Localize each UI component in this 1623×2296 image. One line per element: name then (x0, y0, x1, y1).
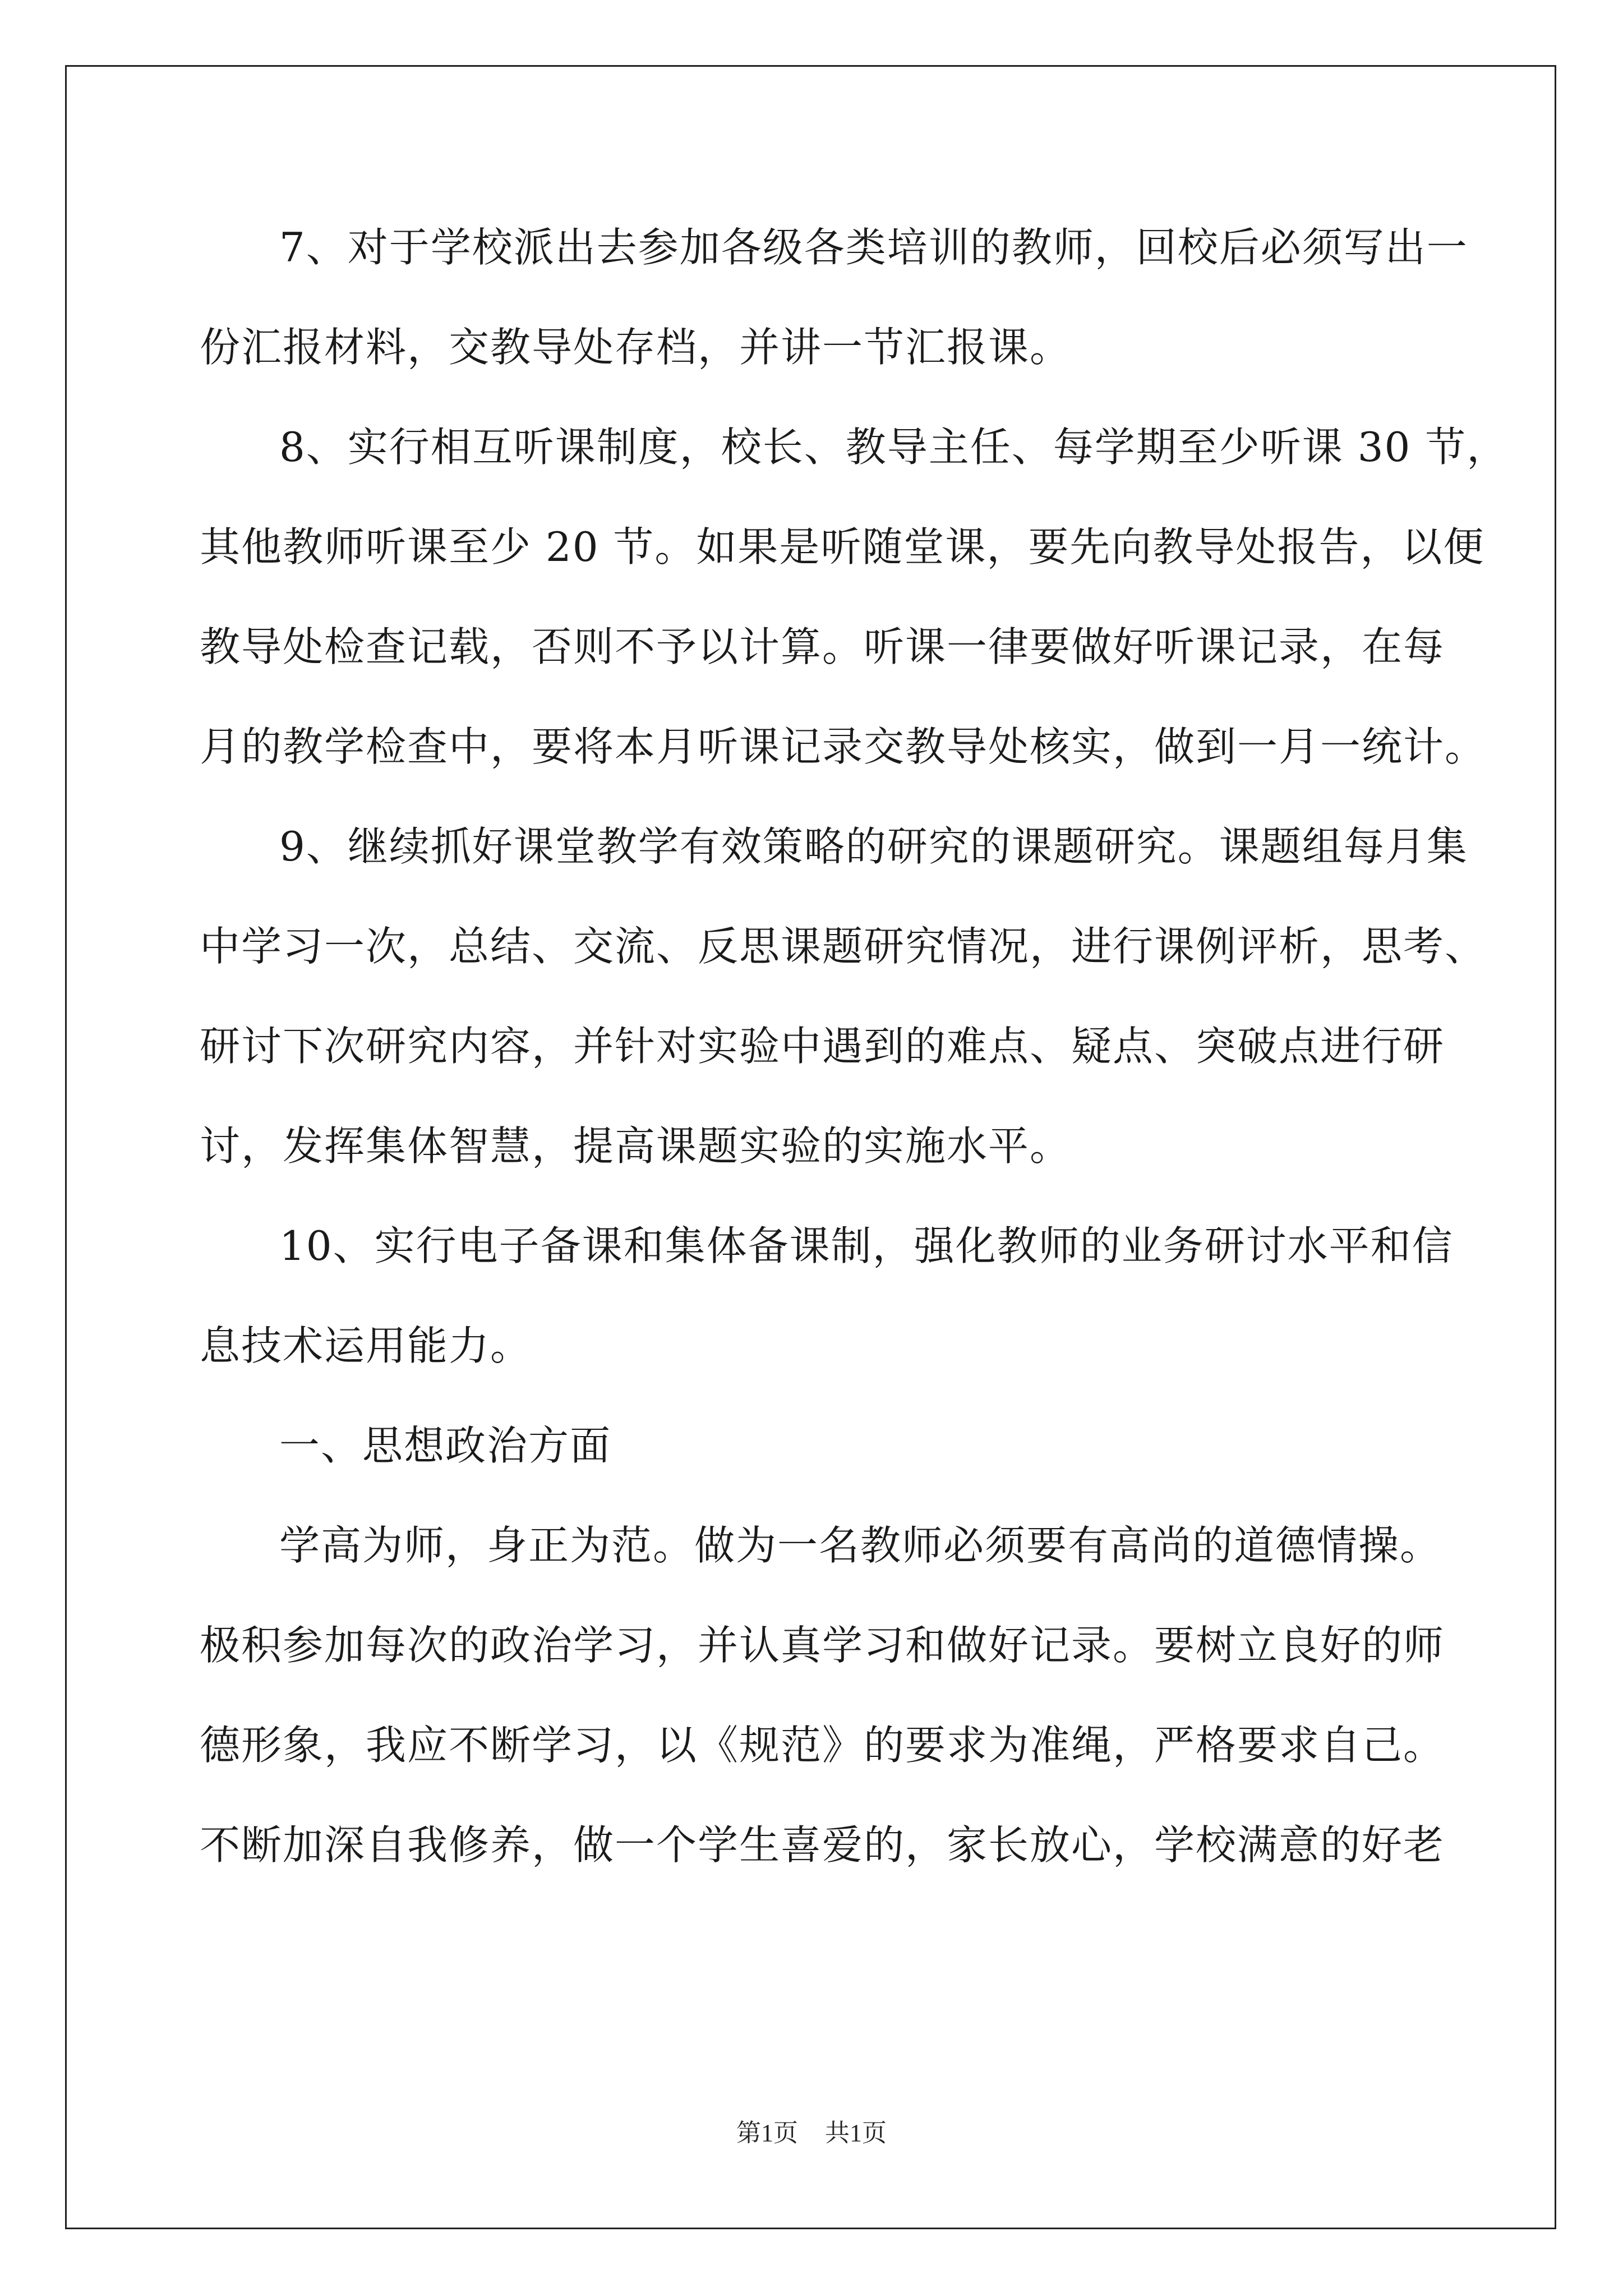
text-line: 月的教学检查中，要将本月听课记录交教导处核实，做到一月一统计。 (200, 723, 1487, 770)
text-line: 10、实行电子备课和集体备课制，强化教师的业务研讨水平和信 (279, 1222, 1454, 1269)
text-line: 8、实行相互听课制度，校长、教导主任、每学期至少听课 30 节， (279, 424, 1509, 471)
page-total: 共1页 (825, 2119, 887, 2147)
text-line: 7、对于学校派出去参加各级各类培训的教师，回校后必须写出一 (279, 224, 1468, 271)
text-line: 德形象，我应不断学习，以《规范》的要求为准绳，严格要求自己。 (200, 1722, 1445, 1769)
section-heading: 一、思想政治方面 (279, 1422, 612, 1469)
text-line: 息技术运用能力。 (200, 1322, 532, 1369)
text-line: 中学习一次，总结、交流、反思课题研究情况，进行课例评析，思考、 (200, 923, 1487, 970)
text-line: 其他教师听课至少 20 节。如果是听随堂课，要先向教导处报告，以便 (200, 523, 1485, 570)
text-line: 学高为师，身正为范。做为一名教师必须要有高尚的道德情操。 (279, 1522, 1442, 1569)
text-line: 极积参加每次的政治学习，并认真学习和做好记录。要树立良好的师 (200, 1622, 1445, 1669)
text-line: 研讨下次研究内容，并针对实验中遇到的难点、疑点、突破点进行研 (200, 1023, 1445, 1070)
text-line: 不断加深自我修养，做一个学生喜爱的，家长放心，学校满意的好老 (200, 1821, 1445, 1869)
page-footer (0, 2116, 1623, 2150)
text-line: 教导处检查记载，否则不予以计算。听课一律要做好听课记录，在每 (200, 623, 1445, 670)
text-line: 9、继续抓好课堂教学有效策略的研究的课题研究。课题组每月集 (279, 823, 1468, 870)
text-line: 份汇报材料，交教导处存档，并讲一节汇报课。 (200, 324, 1072, 371)
text-line: 讨，发挥集体智慧，提高课题实验的实施水平。 (200, 1122, 1072, 1170)
page-number: 第1页 (736, 2119, 798, 2147)
document-body (200, 197, 1509, 1895)
